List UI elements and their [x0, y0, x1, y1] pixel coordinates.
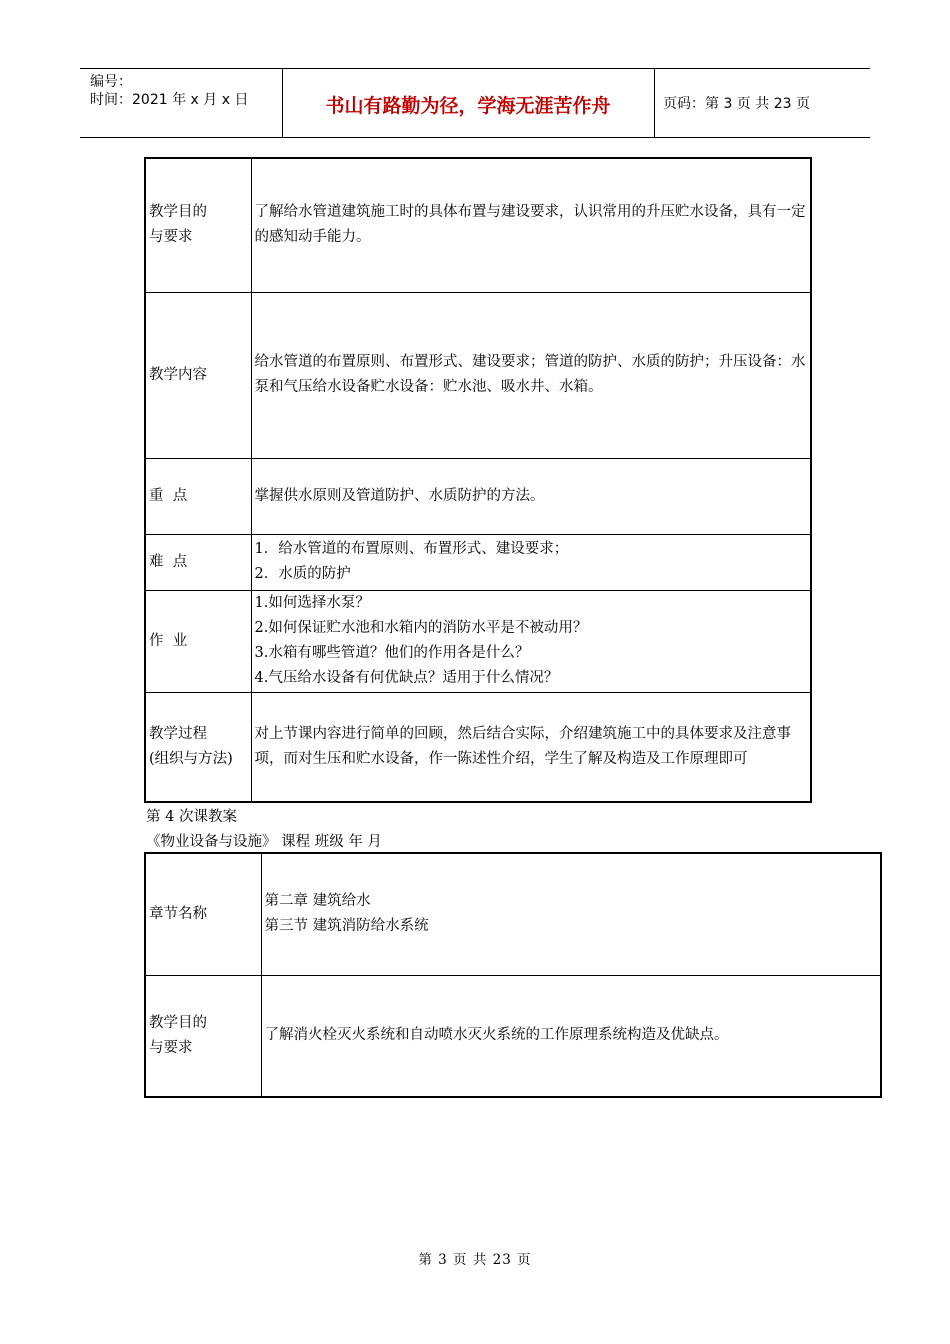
page-footer: 第 3 页 共 23 页 — [418, 1252, 532, 1268]
lesson-plan-table-4 — [144, 852, 882, 1098]
table-row — [145, 975, 881, 1097]
row-label: 难 点 — [145, 534, 251, 590]
table-row — [145, 458, 811, 534]
table-row — [145, 590, 811, 692]
row-content: 了解给水管道建筑施工时的具体布置与建设要求，认识常用的升压贮水设备，具有一定的感知动手能力。 — [251, 158, 811, 292]
page-info: 页码：第 3 页 共 23 页 — [663, 96, 810, 112]
table-row — [145, 853, 881, 975]
row-label: 重 点 — [145, 458, 251, 534]
header-motto-cell — [282, 69, 655, 137]
row-label: 教学目的 与要求 — [145, 158, 251, 292]
row-label: 教学目的 与要求 — [145, 975, 261, 1097]
lesson-plan-table-3 — [144, 157, 812, 803]
row-content: 对上节课内容进行简单的回顾，然后结合实际，介绍建筑施工中的具体要求及注意事项，而对生压和贮水设备，作一陈述性介绍，学生了解及构造及工作原理即可 — [251, 692, 811, 802]
page-header — [80, 68, 870, 138]
row-content: 第二章 建筑给水 第三节 建筑消防给水系统 — [261, 853, 881, 975]
row-label: 作 业 — [145, 590, 251, 692]
row-content: 了解消火栓灭火系统和自动喷水灭火系统的工作原理系统构造及优缺点。 — [261, 975, 881, 1097]
row-content: 1．给水管道的布置原则、布置形式、建设要求； 2．水质的防护 — [251, 534, 811, 590]
row-content: 掌握供水原则及管道防护、水质防护的方法。 — [251, 458, 811, 534]
table-row — [145, 292, 811, 458]
header-page-cell — [655, 69, 870, 137]
row-label: 教学过程 (组织与方法) — [145, 692, 251, 802]
course-line: 《物业设备与设施》 课程 班级 年 月 — [146, 834, 382, 850]
row-label: 章节名称 — [145, 853, 261, 975]
header-meta — [80, 69, 283, 137]
lesson-title: 第 4 次课教案 — [146, 809, 237, 825]
number-label: 编号： — [90, 74, 132, 90]
table-row — [145, 158, 811, 292]
table-row — [145, 692, 811, 802]
row-content: 给水管道的布置原则、布置形式、建设要求；管道的防护、水质的防护；升压设备：水泵和气压给水设备贮水设备：贮水池、吸水井、水箱。 — [251, 292, 811, 458]
table-row — [145, 534, 811, 590]
motto: 书山有路勤为径，学海无涯苦作舟 — [325, 95, 611, 117]
row-label: 教学内容 — [145, 292, 251, 458]
row-content: 1.如何选择水泵？ 2.如何保证贮水池和水箱内的消防水平是不被动用？ 3.水箱有哪些管道？他们的作用各是什么？ 4.气压给水设备有何优缺点？适用于什么情况？ — [251, 590, 811, 692]
date-line: 时间：2021 年 x 月 x 日 — [90, 92, 249, 108]
